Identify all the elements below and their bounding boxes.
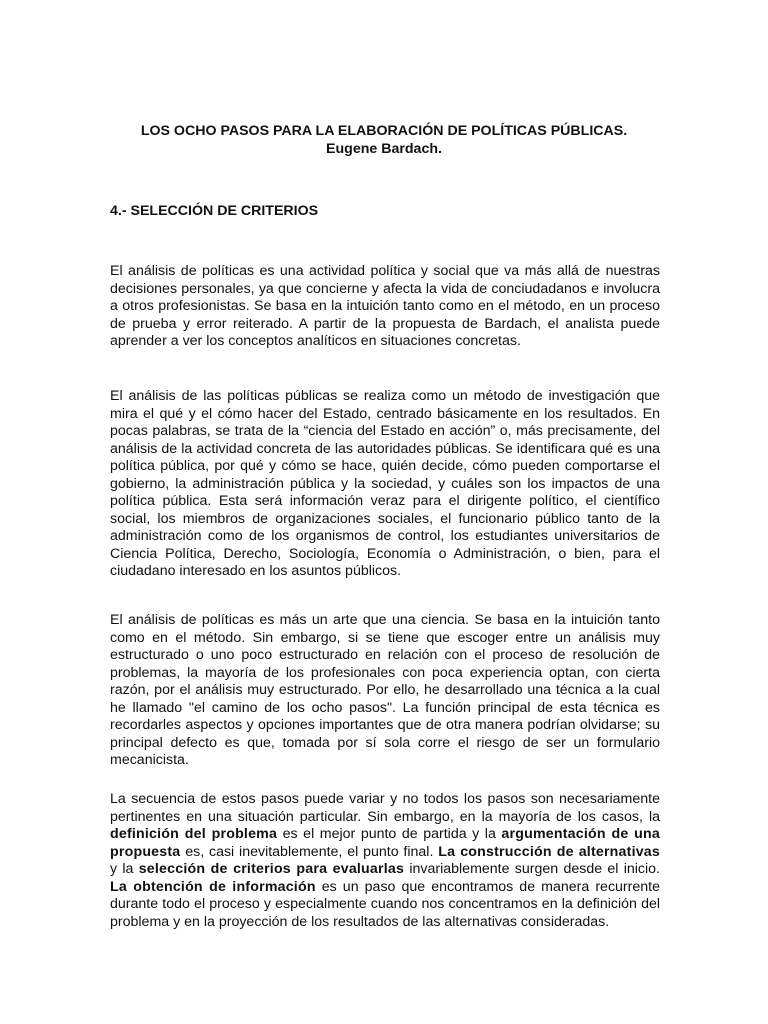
paragraph-4-text: es un paso que encontramos de manera recurrente durante todo el proceso y especialmente cuando nos concentramos en la definición del problema y en la proyección de los resultados de las alternativas consideradas. (110, 878, 660, 930)
paragraph-1: El análisis de políticas es una actividad política y social que va más allá de nuestras decisiones personales, ya que concierne y afecta la vida de conciudadanos e involucra a otros profesionistas. Se basa en la intuición tanto como en el método, en un proceso de prueba y error reiterado. A partir de la propuesta de Bardach, el analista puede aprender a ver los conceptos analíticos en situaciones concretas. (110, 263, 660, 349)
paragraph-2: El análisis de las políticas públicas se realiza como un método de investigación que mira el qué y el cómo hacer del Estado, centrado básicamente en los resultados. En pocas palabras, se trata de la “ciencia del Estado en acción” o, más precisamente, del análisis de la actividad concreta de las autoridades públicas. Se identificara qué es una política pública, por qué y cómo se hace, quién decide, cómo pueden comportarse el gobierno, la administración pública y la sociedad, y cuáles son los impactos de una política pública. Esta será información veraz para el dirigente político, el científico social, los miembros de organizaciones sociales, el funcionario público tanto de la administración como de los organismos de control, los estudiantes universitarios de Ciencia Política, Derecho, Sociología, Economía o Administración, o bien, para el ciudadano interesado en los asuntos públicos. (110, 388, 660, 579)
paragraph-4-text: es el mejor punto de partida y la (277, 826, 502, 842)
emphasis-alternatives-construction: La construcción de alternativas (438, 843, 660, 860)
paragraph-4-text: La secuencia de estos pasos puede variar y no todos los pasos son necesariamente pertinentes en una situación particular. Sin embargo, en la mayoría de los casos, la (110, 791, 660, 825)
emphasis-proposal-argument: argumentación de una propuesta (110, 826, 660, 860)
paragraph-4-text: invariablemente surgen desde el inicio. (404, 861, 660, 877)
document-title (90, 122, 678, 158)
emphasis-problem-definition: definición del problema (110, 826, 278, 842)
section-heading: 4.- SELECCIÓN DE CRITERIOS (110, 203, 319, 219)
title-main: LOS OCHO PASOS PARA LA ELABORACIÓN DE POLÍTICAS PÚBLICAS. (140, 123, 628, 139)
paragraph-4-text: y la (110, 861, 139, 877)
emphasis-information-gathering: La obtención de información (110, 878, 316, 895)
paragraph-4-text: es, casi inevitablemente, el punto final. (180, 843, 439, 860)
title-author: Eugene Bardach. (326, 141, 442, 157)
emphasis-criteria-selection: selección de criterios para evaluarlas (138, 861, 405, 877)
paragraph-3: El análisis de políticas es más un arte que una ciencia. Se basa en la intuición tanto como en el método. Sin embargo, si se tiene que escoger entre un análisis muy estructurado o uno poco estructurado en relación con el proceso de resolución de problemas, la mayoría de los profesionales con poca experiencia optan, con cierta razón, por el análisis muy estructurado. Por ello, he desarrollado una técnica a la cual he llamado "el camino de los ocho pasos". La función principal de esta técnica es recordarles aspectos y opciones importantes que de otra manera podrían olvidarse; su principal defecto es que, tomada por sí sola corre el riesgo de ser un formulario mecanicista. (110, 612, 660, 768)
paragraph-4 (110, 791, 660, 931)
